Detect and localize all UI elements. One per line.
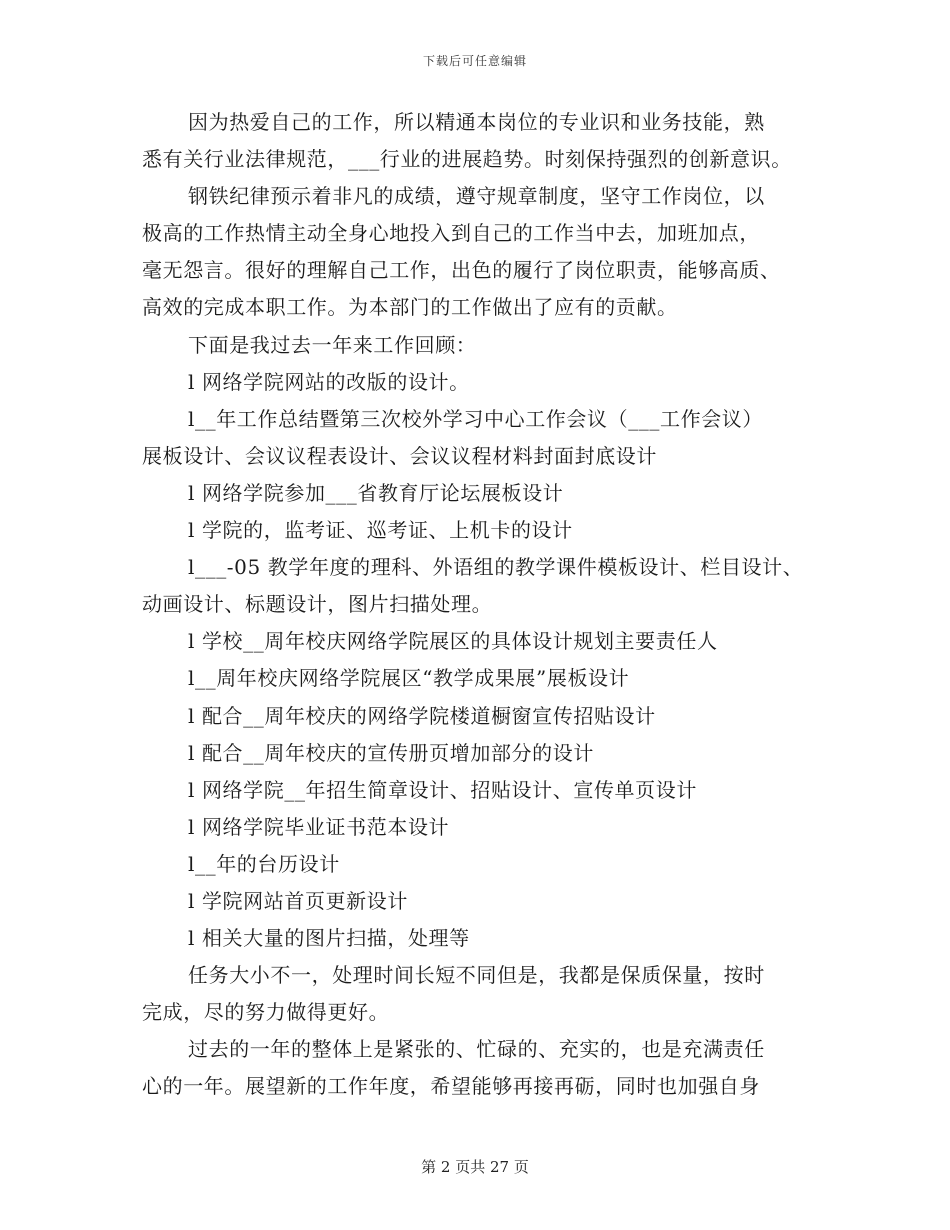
- list-item: l___-05 教学年度的理科、外语组的教学课件模板设计、栏目设计、: [188, 555, 804, 580]
- list-item: l__年工作总结暨第三次校外学习中心工作会议（___工作会议）: [188, 406, 763, 431]
- paragraph-line: 过去的一年的整体上是紧张的、忙碌的、充实的，也是充满责任: [188, 1037, 765, 1062]
- list-item: l 配合__周年校庆的宣传册页增加部分的设计: [188, 740, 594, 765]
- document-body: [142, 104, 832, 1106]
- list-item: l 网络学院__年招生简章设计、招贴设计、宣传单页设计: [188, 777, 697, 802]
- list-item-continuation: 展板设计、会议议程表设计、会议议程材料封面封底设计: [142, 443, 657, 468]
- page-header-note: 下载后可任意编辑: [422, 54, 527, 68]
- list-item: l__周年校庆网络学院展区“教学成果展”展板设计: [188, 666, 630, 691]
- paragraph-line: 极高的工作热情主动全身心地投入到自己的工作当中去，加班加点，: [142, 221, 760, 246]
- list-item: l__年的台历设计: [188, 851, 340, 876]
- list-item: l 学校__周年校庆网络学院展区的具体设计规划主要责任人: [188, 629, 718, 654]
- paragraph-line: 因为热爱自己的工作，所以精通本岗位的专业识和业务技能，熟: [188, 110, 765, 134]
- paragraph-line: 下面是我过去一年来工作回顾：: [188, 332, 477, 357]
- paragraph-line: 任务大小不一，处理时间长短不同但是，我都是保质保量，按时: [188, 963, 765, 988]
- page-number: 第 2 页共 27 页: [421, 1158, 529, 1176]
- list-item: l 学院网站首页更新设计: [188, 888, 408, 913]
- paragraph-line: 心的一年。展望新的工作年度，希望能够再接再砺，同时也加强自身: [142, 1074, 760, 1099]
- paragraph-line: 高效的完成本职工作。为本部门的工作做出了应有的贡献。: [142, 295, 678, 320]
- list-item: l 网络学院毕业证书范本设计: [188, 814, 450, 839]
- list-item: l 网络学院参加___省教育厅论坛展板设计: [188, 480, 564, 505]
- list-item: l 相关大量的图片扫描，处理等: [188, 926, 470, 951]
- paragraph-line: 钢铁纪律预示着非凡的成绩，遵守规章制度，坚守工作岗位，以: [188, 184, 765, 209]
- list-item: l 学院的，监考证、巡考证、上机卡的设计: [188, 518, 573, 543]
- list-item: l 网络学院网站的改版的设计。: [188, 369, 470, 394]
- list-item: l 配合__周年校庆的网络学院楼道橱窗宣传招贴设计: [188, 703, 656, 728]
- paragraph-line: 完成，尽的努力做得更好。: [142, 1000, 390, 1025]
- paragraph-line: 悉有关行业法律规范，___行业的进展趋势。时刻保持强烈的创新意识。: [142, 147, 792, 172]
- list-item-continuation: 动画设计、标题设计，图片扫描处理。: [142, 592, 493, 617]
- paragraph-line: 毫无怨言。很好的理解自己工作，出色的履行了岗位职责，能够高质、: [142, 258, 781, 283]
